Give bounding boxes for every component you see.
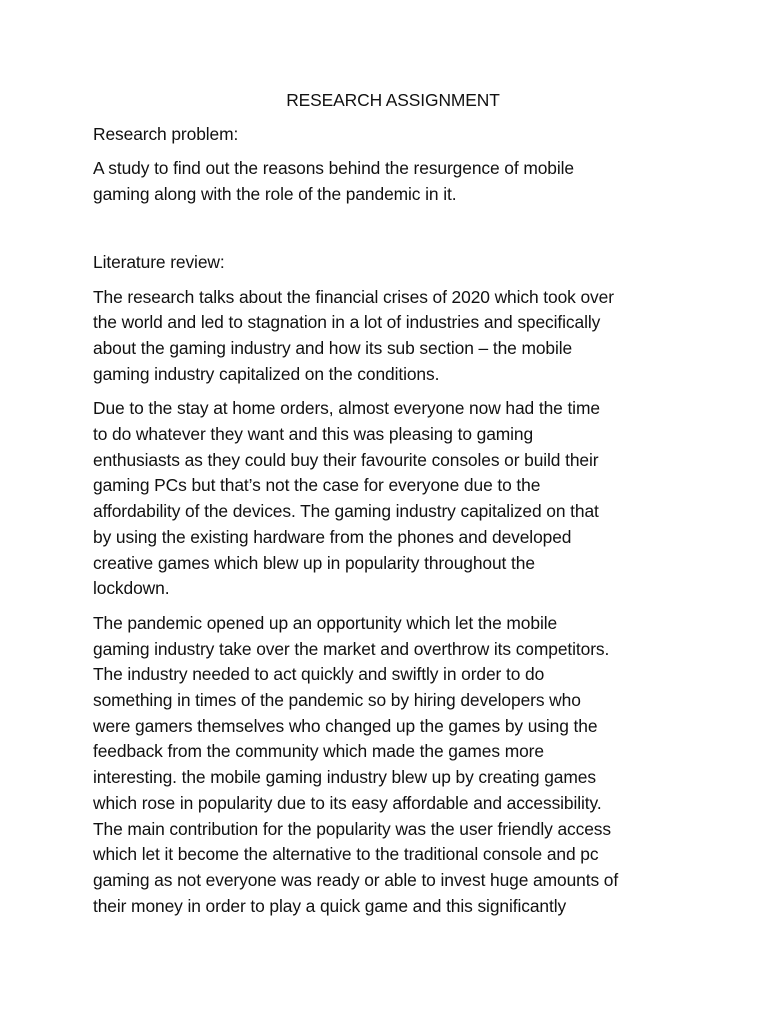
text-line: which let it become the alternative to the traditional console and pc: [93, 844, 599, 865]
text-line: A study to find out the reasons behind the resurgence of mobile: [93, 158, 574, 179]
text-line: The industry needed to act quickly and swiftly in order to do: [93, 664, 545, 685]
text-line: gaming industry capitalized on the conditions.: [93, 363, 440, 384]
text-line: feedback from the community which made the games more: [93, 741, 544, 762]
text-line: gaming as not everyone was ready or able to invest huge amounts of: [93, 869, 619, 890]
text-line: about the gaming industry and how its sub section – the mobile: [93, 337, 573, 358]
text-line: which rose in popularity due to its easy affordable and accessibility.: [93, 792, 602, 813]
text-line: interesting. the mobile gaming industry blew up by creating games: [93, 767, 596, 788]
section-heading-research-problem: Research problem:: [93, 123, 239, 144]
document-title: RESEARCH ASSIGNMENT: [286, 90, 500, 110]
text-line: something in times of the pandemic so by hiring developers who: [93, 690, 581, 711]
text-line: enthusiasts as they could buy their favourite consoles or build their: [93, 449, 599, 470]
text-line: the world and led to stagnation in a lot of industries and specifically: [93, 312, 601, 333]
text-line: gaming PCs but that’s not the case for everyone due to the: [93, 475, 541, 496]
literature-review-paragraph-2: [93, 396, 693, 602]
text-line: Due to the stay at home orders, almost everyone now had the time: [93, 398, 600, 419]
text-line: The main contribution for the popularity was the user friendly access: [93, 818, 611, 839]
text-line: to do whatever they want and this was pleasing to gaming: [93, 424, 534, 445]
text-line: their money in order to play a quick game and this significantly: [93, 895, 567, 916]
literature-review-paragraph-3: [93, 611, 693, 919]
blank-line: [93, 217, 693, 250]
text-line: by using the existing hardware from the phones and developed: [93, 526, 572, 547]
text-line: The research talks about the financial crises of 2020 which took over: [93, 286, 614, 307]
text-line: affordability of the devices. The gaming industry capitalized on that: [93, 501, 599, 522]
text-line: lockdown.: [93, 578, 170, 599]
document-body: [93, 88, 693, 928]
text-line: The pandemic opened up an opportunity which let the mobile: [93, 612, 558, 633]
research-problem-paragraph: [93, 156, 693, 207]
text-line: gaming industry take over the market and overthrow its competitors.: [93, 638, 610, 659]
text-line: creative games which blew up in popularity throughout the: [93, 552, 535, 573]
text-line: gaming along with the role of the pandemic in it.: [93, 184, 457, 205]
text-line: were gamers themselves who changed up the games by using the: [93, 715, 598, 736]
section-heading-literature-review: Literature review:: [93, 251, 225, 272]
literature-review-paragraph-1: [93, 285, 693, 388]
